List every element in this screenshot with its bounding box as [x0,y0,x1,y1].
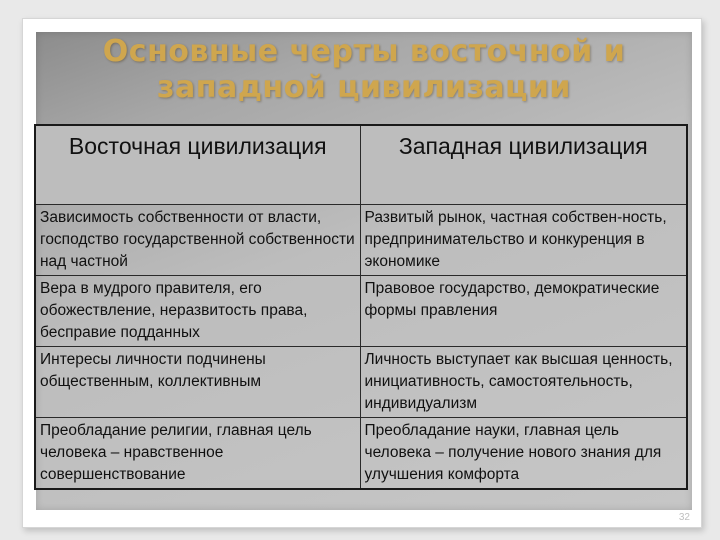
comparison-table [34,124,688,490]
cell-eastern: Интересы личности подчинены общественным, коллективным [35,347,360,418]
cell-eastern: Зависимость собственности от власти, господство государственной собственности над частной [35,205,360,276]
slide-title-line-1: Основные черты восточной и [102,34,626,69]
cell-eastern: Вера в мудрого правителя, его обожествление, неразвитость права, бесправие подданных [35,276,360,347]
cell-western: Правовое государство, демократические формы правления [360,276,687,347]
cell-western: Развитый рынок, частная собствен-ность, предпринимательство и конкуренция в экономике [360,205,687,276]
table-header-row [35,125,687,205]
cell-western: Преобладание науки, главная цель человека – получение нового знания для улучшения комфорта [360,418,687,490]
table-row [35,418,687,490]
table-row [35,205,687,276]
table-row [35,276,687,347]
header-eastern: Восточная цивилизация [35,125,360,205]
header-western: Западная цивилизация [360,125,687,205]
slide-title-line-2: западной цивилизации [157,70,571,105]
cell-western: Личность выступает как высшая ценность, инициативность, самостоятельность, индивидуализм [360,347,687,418]
cell-eastern: Преобладание религии, главная цель человека – нравственное совершенствование [35,418,360,490]
slide-number: 32 [678,512,690,523]
table-row [35,347,687,418]
slide-title [36,34,692,106]
